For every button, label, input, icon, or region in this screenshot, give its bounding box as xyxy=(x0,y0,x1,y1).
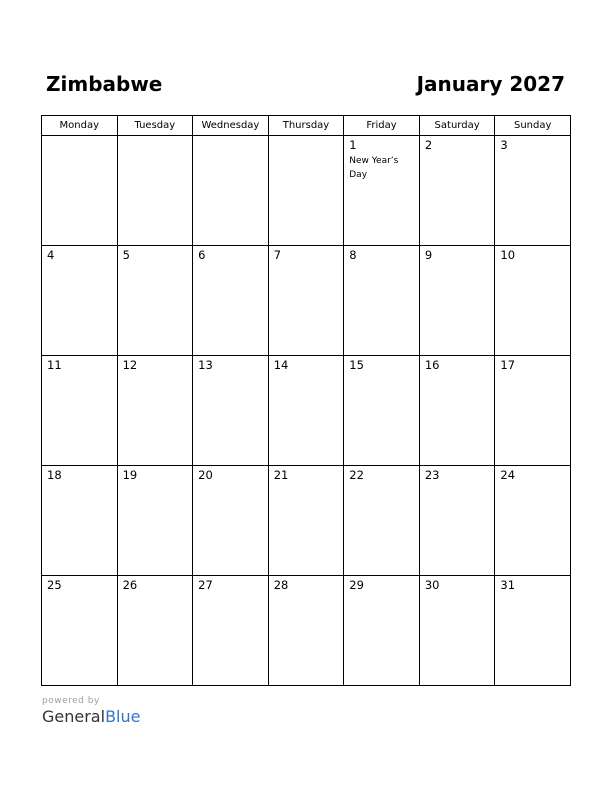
day-cell xyxy=(419,356,495,466)
week-row xyxy=(42,246,571,356)
day-number: 4 xyxy=(47,248,55,262)
day-cell xyxy=(117,246,193,356)
generalblue-logo[interactable] xyxy=(42,707,140,726)
day-number: 13 xyxy=(198,358,213,372)
day-cell xyxy=(419,466,495,576)
brand-general-text: General xyxy=(42,707,106,726)
day-cell xyxy=(42,466,118,576)
day-cell xyxy=(193,356,269,466)
day-number: 27 xyxy=(198,578,213,592)
week-row xyxy=(42,356,571,466)
week-row xyxy=(42,576,571,686)
day-number: 30 xyxy=(424,578,440,592)
day-number: 25 xyxy=(47,578,62,592)
day-number: 31 xyxy=(500,578,516,592)
day-number: 3 xyxy=(500,138,508,152)
day-number: 11 xyxy=(47,358,62,372)
day-cell xyxy=(268,576,344,686)
day-number: 8 xyxy=(349,248,357,262)
weekday-header: Thursday xyxy=(268,116,344,136)
day-number: 14 xyxy=(273,358,289,372)
day-number: 7 xyxy=(273,248,282,262)
week-row xyxy=(42,466,571,576)
day-number: 5 xyxy=(122,248,130,262)
day-number xyxy=(42,136,117,138)
weekday-header: Saturday xyxy=(419,116,495,136)
day-number: 24 xyxy=(500,468,516,482)
day-cell xyxy=(419,576,495,686)
day-cell xyxy=(193,136,269,246)
day-cell xyxy=(117,576,193,686)
day-cell xyxy=(419,136,495,246)
day-cell xyxy=(42,356,118,466)
day-cell xyxy=(344,576,420,686)
powered-by-text: powered by xyxy=(42,696,100,706)
weekday-header: Tuesday xyxy=(117,116,193,136)
day-number: 26 xyxy=(122,578,138,592)
day-cell xyxy=(344,246,420,356)
weekday-header: Monday xyxy=(42,116,118,136)
day-cell xyxy=(495,356,571,466)
day-number: 15 xyxy=(349,358,364,372)
day-cell xyxy=(495,136,571,246)
day-cell xyxy=(419,246,495,356)
day-number: 1 xyxy=(349,138,357,152)
day-number: 19 xyxy=(122,468,138,482)
day-cell xyxy=(268,136,344,246)
day-cell xyxy=(344,356,420,466)
day-cell xyxy=(268,466,344,576)
day-number: 29 xyxy=(349,578,364,592)
weekday-header: Sunday xyxy=(495,116,571,136)
weekday-header: Friday xyxy=(344,116,420,136)
day-cell xyxy=(495,466,571,576)
day-number: 12 xyxy=(122,358,138,372)
day-cell xyxy=(42,136,118,246)
day-number: 17 xyxy=(500,358,516,372)
day-number: 22 xyxy=(349,468,364,482)
brand-blue-text: Blue xyxy=(105,707,141,726)
calendar-grid xyxy=(41,115,571,686)
day-cell xyxy=(117,136,193,246)
day-cell xyxy=(42,246,118,356)
day-cell xyxy=(268,246,344,356)
day-number: 2 xyxy=(424,138,433,152)
day-cell xyxy=(193,246,269,356)
footer-branding xyxy=(42,696,140,726)
day-cell xyxy=(117,356,193,466)
day-cell xyxy=(344,466,420,576)
day-number: 18 xyxy=(47,468,62,482)
month-year-title: January 2027 xyxy=(416,72,565,96)
day-cell xyxy=(495,576,571,686)
day-number: 20 xyxy=(198,468,213,482)
day-number xyxy=(269,136,344,138)
day-cell xyxy=(42,576,118,686)
day-number xyxy=(193,136,268,138)
week-row xyxy=(42,136,571,246)
day-cell xyxy=(268,356,344,466)
day-number: 21 xyxy=(273,468,289,482)
day-number xyxy=(118,136,193,138)
weekday-header: Wednesday xyxy=(193,116,269,136)
country-title: Zimbabwe xyxy=(46,72,163,96)
holiday-label: New Year’s Day xyxy=(349,156,399,180)
day-number: 10 xyxy=(500,248,516,262)
day-cell xyxy=(344,136,420,246)
day-cell xyxy=(193,466,269,576)
day-number: 6 xyxy=(198,248,206,262)
day-number: 28 xyxy=(273,578,289,592)
day-number: 16 xyxy=(424,358,440,372)
weekday-header-row xyxy=(42,116,571,136)
day-cell xyxy=(117,466,193,576)
day-number: 9 xyxy=(424,248,433,262)
day-cell xyxy=(193,576,269,686)
day-cell xyxy=(495,246,571,356)
day-number: 23 xyxy=(424,468,440,482)
